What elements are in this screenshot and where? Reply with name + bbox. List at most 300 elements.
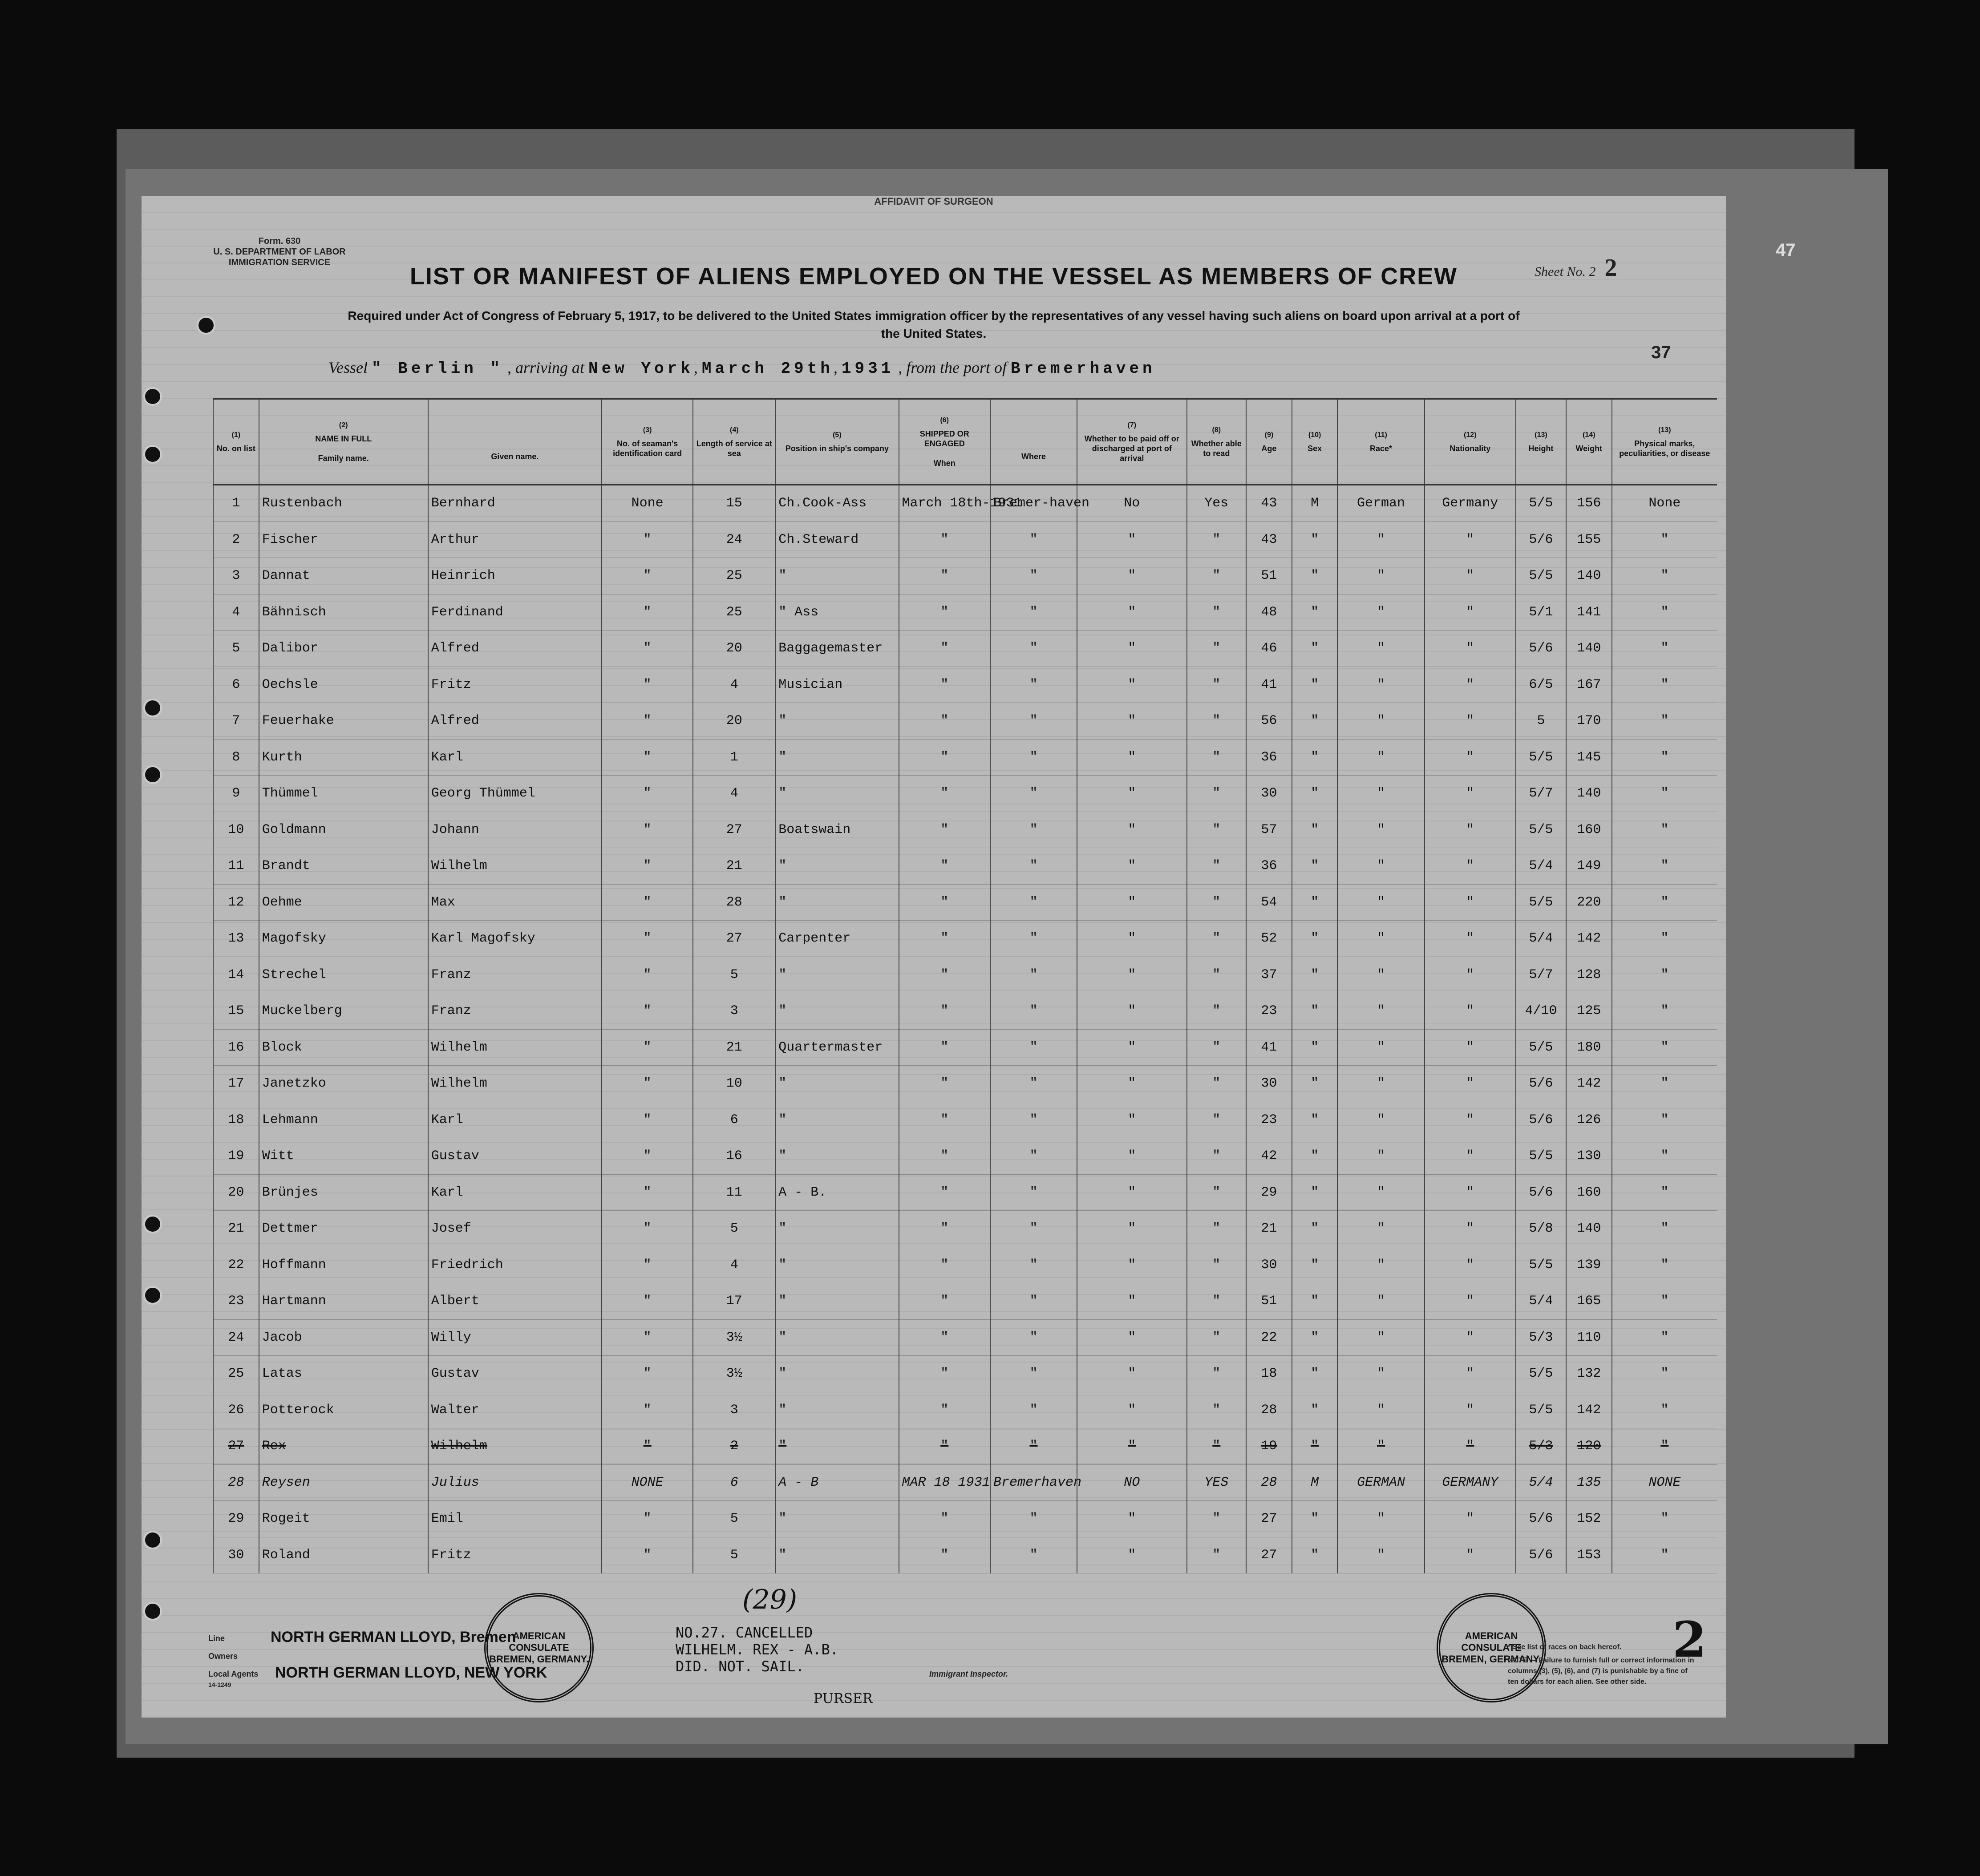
cell-given: Wilhelm (428, 1029, 602, 1066)
cancel-note: NO.27. CANCELLED WILHELM. REX - A.B. DID. NOT. SAIL. (676, 1624, 839, 1675)
cell-weight: 180 (1566, 1029, 1612, 1066)
line-value: NORTH GERMAN LLOYD, Bremen (271, 1629, 516, 1646)
cell-where: " (990, 667, 1077, 703)
cell-age: 54 (1246, 884, 1292, 921)
cell-when: " (899, 993, 990, 1030)
cell-read: " (1187, 1501, 1247, 1537)
cell-given: Gustav (428, 1138, 602, 1175)
cell-card: " (602, 812, 693, 848)
cell-family: Dettmer (259, 1211, 428, 1247)
table-row (213, 1247, 1717, 1283)
cell-card: " (602, 921, 693, 957)
cell-race: " (1337, 776, 1424, 812)
cell-where: " (990, 1029, 1077, 1066)
cell-paid: " (1077, 1501, 1186, 1537)
cell-height: 5 (1516, 703, 1566, 740)
cell-when: " (899, 558, 990, 594)
sheet-number: Sheet No. 2 2 (1535, 254, 1617, 282)
punch-hole (143, 1602, 162, 1621)
cell-sex: " (1292, 739, 1338, 776)
cell-race: " (1337, 812, 1424, 848)
col-header-height: (13) Height (1516, 399, 1566, 485)
table-row (213, 631, 1717, 667)
table-row (213, 594, 1717, 631)
cell-family: Oehme (259, 884, 428, 921)
cell-where: " (990, 1356, 1077, 1392)
cell-paid: " (1077, 848, 1186, 885)
table-row (213, 1102, 1717, 1138)
cell-where: " (990, 1066, 1077, 1102)
cell-given: Friedrich (428, 1247, 602, 1283)
cell-nat: " (1425, 1392, 1516, 1428)
cell-marks: " (1612, 1174, 1717, 1211)
cell-sex: " (1292, 1029, 1338, 1066)
cell-marks: " (1612, 558, 1717, 594)
cell-family: Goldmann (259, 812, 428, 848)
cell-position: " (775, 957, 899, 993)
cell-race: " (1337, 1211, 1424, 1247)
cell-service: 15 (693, 485, 775, 522)
cell-weight: 135 (1566, 1464, 1612, 1501)
cell-sex: " (1292, 812, 1338, 848)
cell-family: Rogeit (259, 1501, 428, 1537)
cell-sex: " (1292, 884, 1338, 921)
cell-service: 5 (693, 957, 775, 993)
cell-service: 21 (693, 1029, 775, 1066)
cell-sex: " (1292, 558, 1338, 594)
cell-weight: 120 (1566, 1428, 1612, 1465)
cell-nat: " (1425, 594, 1516, 631)
cell-given: Emil (428, 1501, 602, 1537)
cell-marks: " (1612, 812, 1717, 848)
owners-label: Owners (208, 1652, 238, 1661)
cell-position: Quartermaster (775, 1029, 899, 1066)
cell-given: Albert (428, 1283, 602, 1320)
line-label: Line (208, 1634, 225, 1643)
cell-weight: 130 (1566, 1138, 1612, 1175)
cell-position: " (775, 1283, 899, 1320)
cell-age: 19 (1246, 1428, 1292, 1465)
cell-where: " (990, 921, 1077, 957)
inspector-label: Immigrant Inspector. (929, 1670, 1008, 1678)
cell-no: 9 (213, 776, 259, 812)
arrival-port: New York (588, 360, 694, 378)
cell-nat: " (1425, 522, 1516, 558)
cell-marks: " (1612, 776, 1717, 812)
cell-nat: " (1425, 1428, 1516, 1465)
cell-no: 17 (213, 1066, 259, 1102)
cell-position: " (775, 776, 899, 812)
table-row (213, 485, 1717, 522)
cell-when: " (899, 1066, 990, 1102)
cell-marks: " (1612, 1102, 1717, 1138)
cell-height: 5/6 (1516, 522, 1566, 558)
cell-sex: " (1292, 1537, 1338, 1573)
cell-no: 10 (213, 812, 259, 848)
col-header-service: (4) Length of service at sea (693, 399, 775, 485)
cell-position: Musician (775, 667, 899, 703)
cell-given: Fritz (428, 1537, 602, 1573)
cell-given: Josef (428, 1211, 602, 1247)
cell-height: 5/4 (1516, 921, 1566, 957)
cell-read: " (1187, 1066, 1247, 1102)
fine-note: NOTE — Failure to furnish full or correct information in columns (3), (5), (6), and (7) is punishable by a fine of ten dollars for each alien. See other side. (1508, 1657, 1694, 1686)
cell-marks: " (1612, 1066, 1717, 1102)
cell-marks: " (1612, 739, 1717, 776)
cell-marks: " (1612, 631, 1717, 667)
cell-when: " (899, 667, 990, 703)
table-row (213, 812, 1717, 848)
cell-read: " (1187, 993, 1247, 1030)
cell-nat: " (1425, 1501, 1516, 1537)
cell-where: " (990, 812, 1077, 848)
cell-card: " (602, 1501, 693, 1537)
cell-age: 41 (1246, 667, 1292, 703)
cell-nat: " (1425, 1247, 1516, 1283)
cell-sex: " (1292, 921, 1338, 957)
cell-age: 43 (1246, 485, 1292, 522)
cell-card: " (602, 739, 693, 776)
cell-nat: " (1425, 848, 1516, 885)
cell-given: Karl (428, 1174, 602, 1211)
cell-weight: 165 (1566, 1283, 1612, 1320)
page-title: LIST OR MANIFEST OF ALIENS EMPLOYED ON THE VESSEL AS MEMBERS OF CREW (409, 263, 1458, 290)
cell-height: 5/6 (1516, 1501, 1566, 1537)
cell-marks: " (1612, 1029, 1717, 1066)
cell-no: 13 (213, 921, 259, 957)
cell-no: 29 (213, 1501, 259, 1537)
cell-card: " (602, 1356, 693, 1392)
cell-read: " (1187, 884, 1247, 921)
cell-where: " (990, 631, 1077, 667)
cell-card: " (602, 631, 693, 667)
cell-no: 6 (213, 667, 259, 703)
cell-service: 20 (693, 631, 775, 667)
cell-when: " (899, 703, 990, 740)
cell-when: " (899, 921, 990, 957)
cell-race: " (1337, 522, 1424, 558)
race-footnote: * See list of races on back hereof. (1508, 1643, 1622, 1651)
cell-marks: " (1612, 1537, 1717, 1573)
arrival-date: March 29th (701, 360, 834, 378)
cell-position: " (775, 1138, 899, 1175)
cell-paid: " (1077, 1138, 1186, 1175)
cell-position: Carpenter (775, 921, 899, 957)
cell-service: 4 (693, 1247, 775, 1283)
cell-paid: " (1077, 921, 1186, 957)
cell-read: " (1187, 812, 1247, 848)
cell-race: " (1337, 631, 1424, 667)
cell-weight: 126 (1566, 1102, 1612, 1138)
cell-read: " (1187, 558, 1247, 594)
cell-no: 18 (213, 1102, 259, 1138)
cell-nat: " (1425, 1066, 1516, 1102)
cell-sex: " (1292, 1102, 1338, 1138)
cell-when: " (899, 1247, 990, 1283)
cell-paid: " (1077, 522, 1186, 558)
cell-service: 5 (693, 1537, 775, 1573)
manifest-footer (208, 1584, 1721, 1709)
cell-marks: " (1612, 848, 1717, 885)
cell-nat: " (1425, 776, 1516, 812)
col-header-sex: (10) Sex (1292, 399, 1338, 485)
cell-nat: " (1425, 1211, 1516, 1247)
cell-weight: 170 (1566, 703, 1612, 740)
cell-card: " (602, 1138, 693, 1175)
vessel-name: " Berlin " (371, 360, 504, 378)
cell-where: " (990, 1319, 1077, 1356)
cell-age: 37 (1246, 957, 1292, 993)
cell-sex: " (1292, 594, 1338, 631)
cell-service: 17 (693, 1283, 775, 1320)
cell-read: " (1187, 1356, 1247, 1392)
cell-sex: " (1292, 1319, 1338, 1356)
cell-paid: " (1077, 558, 1186, 594)
cell-sex: " (1292, 1428, 1338, 1465)
cell-race: GERMAN (1337, 1464, 1424, 1501)
cell-weight: 142 (1566, 921, 1612, 957)
cell-when: " (899, 1211, 990, 1247)
cell-weight: 155 (1566, 522, 1612, 558)
cell-no: 7 (213, 703, 259, 740)
cell-service: 3 (693, 993, 775, 1030)
cell-sex: " (1292, 667, 1338, 703)
cell-given: Franz (428, 957, 602, 993)
cell-marks: " (1612, 1501, 1717, 1537)
cell-position: " (775, 884, 899, 921)
cell-nat: GERMANY (1425, 1464, 1516, 1501)
cell-weight: 140 (1566, 631, 1612, 667)
page-number-hand: 2 (1672, 1611, 1707, 1668)
cell-position: Ch.Cook-Ass (775, 485, 899, 522)
cell-nat: " (1425, 631, 1516, 667)
cell-service: 1 (693, 739, 775, 776)
cell-service: 3 (693, 1392, 775, 1428)
cell-given: Wilhelm (428, 848, 602, 885)
cell-no: 4 (213, 594, 259, 631)
cell-paid: " (1077, 1428, 1186, 1465)
agents-form-number: 14-1249 (208, 1681, 231, 1688)
cell-when: " (899, 594, 990, 631)
table-row (213, 884, 1717, 921)
cell-service: 6 (693, 1102, 775, 1138)
cell-height: 5/4 (1516, 1283, 1566, 1320)
table-row (213, 848, 1717, 885)
cell-no: 8 (213, 739, 259, 776)
table-row (213, 1537, 1717, 1573)
col-header-where: Where (990, 399, 1077, 485)
cell-read: " (1187, 1319, 1247, 1356)
cell-paid: " (1077, 776, 1186, 812)
cell-no: 12 (213, 884, 259, 921)
cell-paid: NO (1077, 1464, 1186, 1501)
cell-age: 30 (1246, 1247, 1292, 1283)
cell-paid: " (1077, 1247, 1186, 1283)
cell-age: 21 (1246, 1211, 1292, 1247)
cell-when: " (899, 631, 990, 667)
cell-weight: 140 (1566, 558, 1612, 594)
cell-read: " (1187, 667, 1247, 703)
cell-given: Karl (428, 739, 602, 776)
cell-height: 5/1 (1516, 594, 1566, 631)
cell-when: " (899, 848, 990, 885)
cell-height: 5/5 (1516, 884, 1566, 921)
total-count: (29) (742, 1584, 798, 1615)
cell-height: 5/6 (1516, 1066, 1566, 1102)
cell-family: Rex (259, 1428, 428, 1465)
cell-read: " (1187, 739, 1247, 776)
cell-when: " (899, 776, 990, 812)
cell-service: 25 (693, 558, 775, 594)
cell-age: 48 (1246, 594, 1292, 631)
cell-given: Bernhard (428, 485, 602, 522)
cell-marks: " (1612, 1247, 1717, 1283)
cell-given: Alfred (428, 631, 602, 667)
cell-nat: " (1425, 921, 1516, 957)
cell-race: " (1337, 993, 1424, 1030)
cell-no: 16 (213, 1029, 259, 1066)
cell-weight: 153 (1566, 1537, 1612, 1573)
cell-when: " (899, 1428, 990, 1465)
cell-age: 22 (1246, 1319, 1292, 1356)
table-row (213, 739, 1717, 776)
cell-where: " (990, 1174, 1077, 1211)
col-header-weight: (14) Weight (1566, 399, 1612, 485)
cell-marks: " (1612, 703, 1717, 740)
table-row (213, 1501, 1717, 1537)
cell-paid: " (1077, 1356, 1186, 1392)
table-row (213, 1174, 1717, 1211)
cell-read: " (1187, 957, 1247, 993)
cell-position: " Ass (775, 594, 899, 631)
cell-race: " (1337, 957, 1424, 993)
cell-position: " (775, 848, 899, 885)
cell-card: " (602, 1283, 693, 1320)
cell-family: Witt (259, 1138, 428, 1175)
cell-nat: " (1425, 1174, 1516, 1211)
cell-position: " (775, 1428, 899, 1465)
cell-sex: " (1292, 1138, 1338, 1175)
cell-weight: 156 (1566, 485, 1612, 522)
cell-family: Hartmann (259, 1283, 428, 1320)
cell-card: " (602, 776, 693, 812)
punch-hole (143, 1286, 162, 1305)
cell-no: 23 (213, 1283, 259, 1320)
cell-service: 3½ (693, 1356, 775, 1392)
cell-height: 5/6 (1516, 1537, 1566, 1573)
cell-given: Karl Magofsky (428, 921, 602, 957)
cell-when: " (899, 1537, 990, 1573)
cell-race: " (1337, 1428, 1424, 1465)
cell-weight: 167 (1566, 667, 1612, 703)
cell-age: 57 (1246, 812, 1292, 848)
cell-race: " (1337, 558, 1424, 594)
cell-race: " (1337, 667, 1424, 703)
cell-service: 24 (693, 522, 775, 558)
cell-age: 23 (1246, 993, 1292, 1030)
cell-card: " (602, 522, 693, 558)
cell-read: " (1187, 703, 1247, 740)
cell-race: " (1337, 1392, 1424, 1428)
cell-age: 51 (1246, 1283, 1292, 1320)
cell-given: Alfred (428, 703, 602, 740)
cell-no: 30 (213, 1537, 259, 1573)
cell-race: " (1337, 884, 1424, 921)
cell-family: Brünjes (259, 1174, 428, 1211)
cell-paid: No (1077, 485, 1186, 522)
cell-where: " (990, 1501, 1077, 1537)
consulate-seal: AMERICAN CONSULATE BREMEN, GERMANY. (1437, 1593, 1546, 1702)
cell-weight: 145 (1566, 739, 1612, 776)
cell-position: " (775, 1356, 899, 1392)
cell-sex: " (1292, 1247, 1338, 1283)
col-header-no: (1) No. on list (213, 399, 259, 485)
cell-position: Ch.Steward (775, 522, 899, 558)
cell-race: " (1337, 1501, 1424, 1537)
cell-marks: NONE (1612, 1464, 1717, 1501)
punch-hole (143, 1215, 162, 1233)
cell-nat: " (1425, 1138, 1516, 1175)
cell-sex: M (1292, 1464, 1338, 1501)
cell-read: " (1187, 776, 1247, 812)
cell-where: " (990, 1138, 1077, 1175)
cell-family: Reysen (259, 1464, 428, 1501)
cell-race: " (1337, 1102, 1424, 1138)
cell-height: 5/5 (1516, 1392, 1566, 1428)
cell-when: " (899, 1356, 990, 1392)
cell-service: 28 (693, 884, 775, 921)
cell-position: A - B. (775, 1174, 899, 1211)
col-header-family: (2) NAME IN FULL Family name. (259, 399, 428, 485)
col-header-age: (9) Age (1246, 399, 1292, 485)
cell-given: Heinrich (428, 558, 602, 594)
cell-age: 52 (1246, 921, 1292, 957)
page-subtitle: Required under Act of Congress of February 5, 1917, to be delivered to the United States immigration officer by the representatives of any vessel having such aliens on board upon arrival at a port of the United States. (348, 309, 1520, 340)
col-header-read: (8) Whether able to read (1187, 399, 1247, 485)
crew-table (213, 398, 1717, 1573)
cell-no: 27 (213, 1428, 259, 1465)
table-row (213, 667, 1717, 703)
cell-race: " (1337, 1537, 1424, 1573)
cell-read: " (1187, 1102, 1247, 1138)
cell-race: " (1337, 1283, 1424, 1320)
cell-when: " (899, 1501, 990, 1537)
cell-position: " (775, 1247, 899, 1283)
cell-race: " (1337, 1066, 1424, 1102)
cell-read: " (1187, 1174, 1247, 1211)
cell-height: 5/6 (1516, 1174, 1566, 1211)
cell-card: " (602, 558, 693, 594)
cell-where: " (990, 1537, 1077, 1573)
cell-service: 27 (693, 812, 775, 848)
cell-race: " (1337, 739, 1424, 776)
cell-where: " (990, 884, 1077, 921)
cell-card: " (602, 594, 693, 631)
cell-card: " (602, 1211, 693, 1247)
cell-family: Potterock (259, 1392, 428, 1428)
cell-no: 15 (213, 993, 259, 1030)
cell-position: " (775, 1102, 899, 1138)
cell-service: 27 (693, 921, 775, 957)
cell-given: Arthur (428, 522, 602, 558)
table-row (213, 957, 1717, 993)
cell-when: March 18th-1931 (899, 485, 990, 522)
cell-where: " (990, 703, 1077, 740)
cell-height: 4/10 (1516, 993, 1566, 1030)
cell-paid: " (1077, 739, 1186, 776)
cell-sex: " (1292, 1211, 1338, 1247)
cell-weight: 128 (1566, 957, 1612, 993)
